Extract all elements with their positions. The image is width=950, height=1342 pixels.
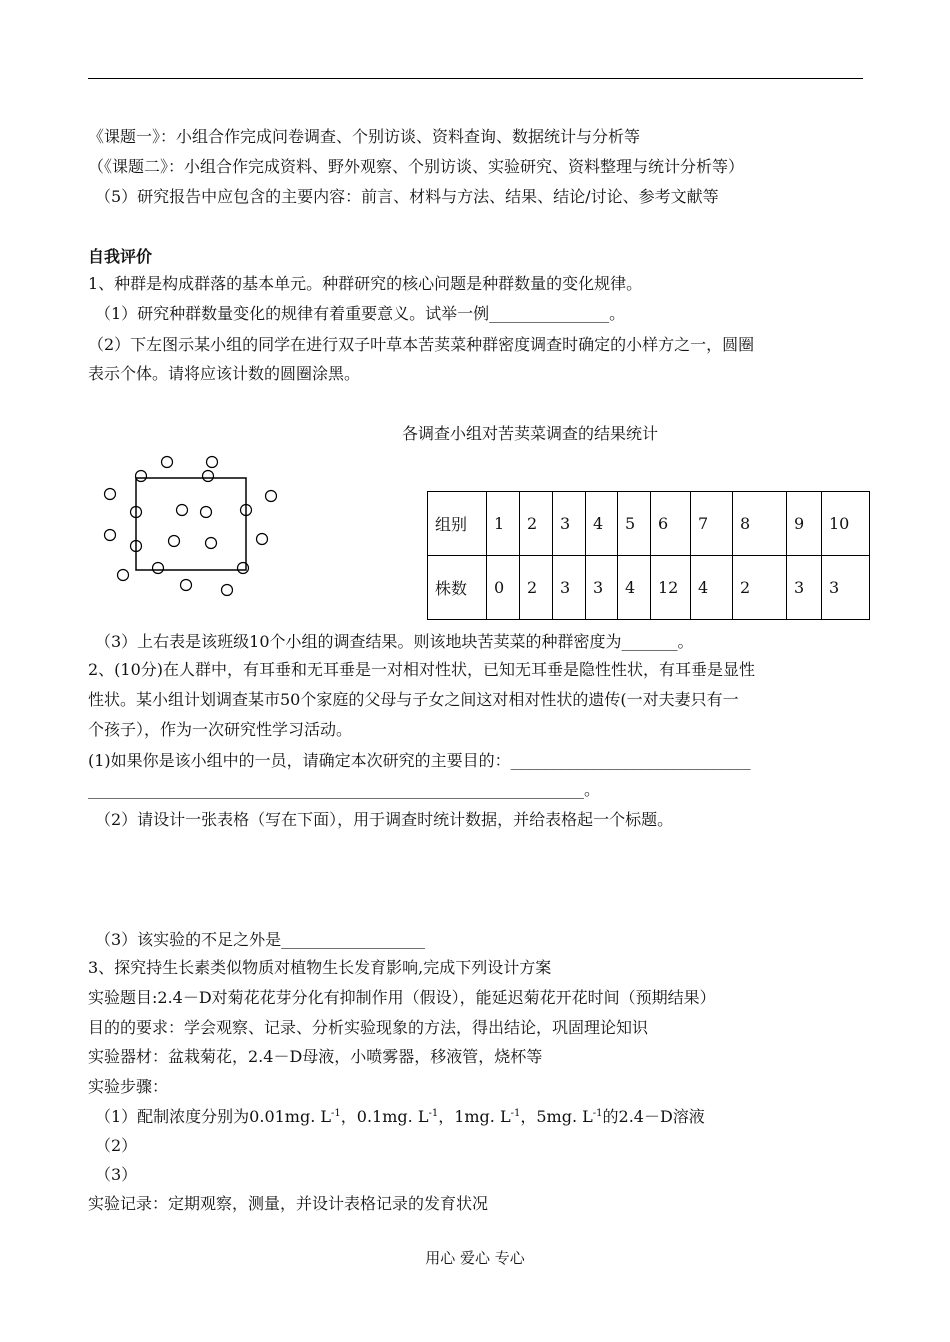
superscript: -1 <box>428 1108 439 1119</box>
question-2-cont: 性状。某小组计划调查某市50个家庭的父母与子女之间这对相对性状的遗传(一对夫妻只有一 <box>88 690 739 709</box>
table-cell: 6 <box>651 492 691 556</box>
experiment-record: 实验记录：定期观察，测量，并设计表格记录的发育状况 <box>88 1194 489 1213</box>
question-1-1: （1）研究种群数量变化的规律有着重要意义。试举一例_______________。 <box>95 304 626 323</box>
plant-circle <box>105 530 116 541</box>
experiment-step-3: （3） <box>95 1165 138 1184</box>
superscript: -1 <box>592 1108 603 1119</box>
table-cell: 5 <box>618 492 651 556</box>
table-title: 各调查小组对苦荬菜调查的结果统计 <box>402 424 659 443</box>
table-row <box>428 556 870 620</box>
plant-circle <box>222 585 233 596</box>
table-cell: 组别 <box>428 492 487 556</box>
table-cell: 3 <box>553 492 586 556</box>
plant-circle <box>118 570 129 581</box>
plant-circle <box>181 580 192 591</box>
table-row <box>428 492 870 556</box>
plant-circle <box>136 471 147 482</box>
plant-circle <box>169 536 180 547</box>
question-2: 2、(10分)在人群中，有耳垂和无耳垂是一对相对性状，已知无耳垂是隐性性状，有耳垂是显性 <box>88 660 756 679</box>
table-cell: 2 <box>520 556 553 620</box>
superscript: -1 <box>510 1108 521 1119</box>
table-cell: 8 <box>733 492 787 556</box>
question-2-cont: 个孩子），作为一次研究性学习活动。 <box>88 720 353 739</box>
table-cell: 2 <box>520 492 553 556</box>
step-text: （1）配制浓度分别为0.01mg. L <box>95 1107 332 1126</box>
plant-circle <box>153 563 164 574</box>
experiment-goal: 目的的要求：学会观察、记录、分析实验现象的方法，得出结论，巩固理论知识 <box>88 1018 649 1037</box>
section-heading: 自我评价 <box>88 247 153 266</box>
question-1-2: （2）下左图示某小组的同学在进行双子叶草本苦荬菜种群密度调查时确定的小样方之一，圆圈 <box>88 335 755 354</box>
question-2-1: (1)如果你是该小组中的一员，请确定本次研究的主要目的：______________________________ <box>88 751 751 770</box>
plant-circle <box>162 457 173 468</box>
experiment-title: 实验题目:2.4－D对菊花花芽分化有抑制作用（假设），能延迟菊花开花时间（预期结果） <box>88 988 716 1007</box>
question-1-2-cont: 表示个体。请将应该计数的圆圈涂黑。 <box>88 364 361 383</box>
table-cell: 10 <box>822 492 870 556</box>
step-text: ，0.1mg. L <box>340 1107 429 1126</box>
plant-circle <box>266 491 277 502</box>
table-cell: 株数 <box>428 556 487 620</box>
step-text: ，1mg. L <box>438 1107 511 1126</box>
table-cell: 4 <box>586 492 618 556</box>
table-cell: 7 <box>691 492 733 556</box>
text-line: （《课题二》：小组合作完成资料、野外观察、个别访谈、实验研究、资料整理与统计分析等） <box>88 157 745 176</box>
step-text: 的2.4－D溶液 <box>602 1107 705 1126</box>
step-text: ，5mg. L <box>520 1107 593 1126</box>
survey-results-table <box>427 491 870 620</box>
experiment-materials: 实验器材：盆栽菊花，2.4－D母液，小喷雾器，移液管，烧杯等 <box>88 1047 543 1066</box>
table-cell: 9 <box>787 492 822 556</box>
plant-circle <box>203 471 214 482</box>
page-footer: 用心 爱心 专心 <box>425 1249 525 1267</box>
table-cell: 2 <box>733 556 787 620</box>
plant-circle <box>238 563 249 574</box>
table-cell: 12 <box>651 556 691 620</box>
plant-circle <box>206 538 217 549</box>
table-cell: 0 <box>487 556 520 620</box>
experiment-steps-label: 实验步骤： <box>88 1077 169 1096</box>
text-line: （5）研究报告中应包含的主要内容：前言、材料与方法、结果、结论/讨论、参考文献等 <box>95 187 719 206</box>
plant-circle <box>257 534 268 545</box>
question-1: 1、种群是构成群落的基本单元。种群研究的核心问题是种群数量的变化规律。 <box>88 274 643 293</box>
table-cell: 1 <box>487 492 520 556</box>
question-2-3: （3）该实验的不足之外是__________________ <box>95 930 426 949</box>
question-1-3: （3）上右表是该班级10个小组的调查结果。则该地块苦荬菜的种群密度为_______。 <box>95 632 694 651</box>
table-cell: 4 <box>618 556 651 620</box>
text-line: 《课题一》：小组合作完成问卷调查、个别访谈、资料查询、数据统计与分析等 <box>88 127 641 146</box>
table-cell: 3 <box>553 556 586 620</box>
plant-circle <box>207 457 218 468</box>
experiment-step-1 <box>95 1105 705 1129</box>
table-cell: 3 <box>822 556 870 620</box>
question-2-2: （2）请设计一张表格（写在下面），用于调查时统计数据，并给表格起一个标题。 <box>95 810 674 829</box>
table-cell: 3 <box>586 556 618 620</box>
question-2-1-blank: ______________________________________________________________。 <box>88 780 600 799</box>
plant-circle <box>177 505 188 516</box>
quadrat-square <box>136 478 246 570</box>
table-cell: 3 <box>787 556 822 620</box>
plant-circle <box>201 507 212 518</box>
plant-circle <box>105 489 116 500</box>
table-cell: 4 <box>691 556 733 620</box>
experiment-step-2: （2） <box>95 1136 138 1155</box>
superscript: -1 <box>331 1108 341 1119</box>
question-3: 3、探究持生长素类似物质对植物生长发育影响,完成下列设计方案 <box>88 958 552 977</box>
